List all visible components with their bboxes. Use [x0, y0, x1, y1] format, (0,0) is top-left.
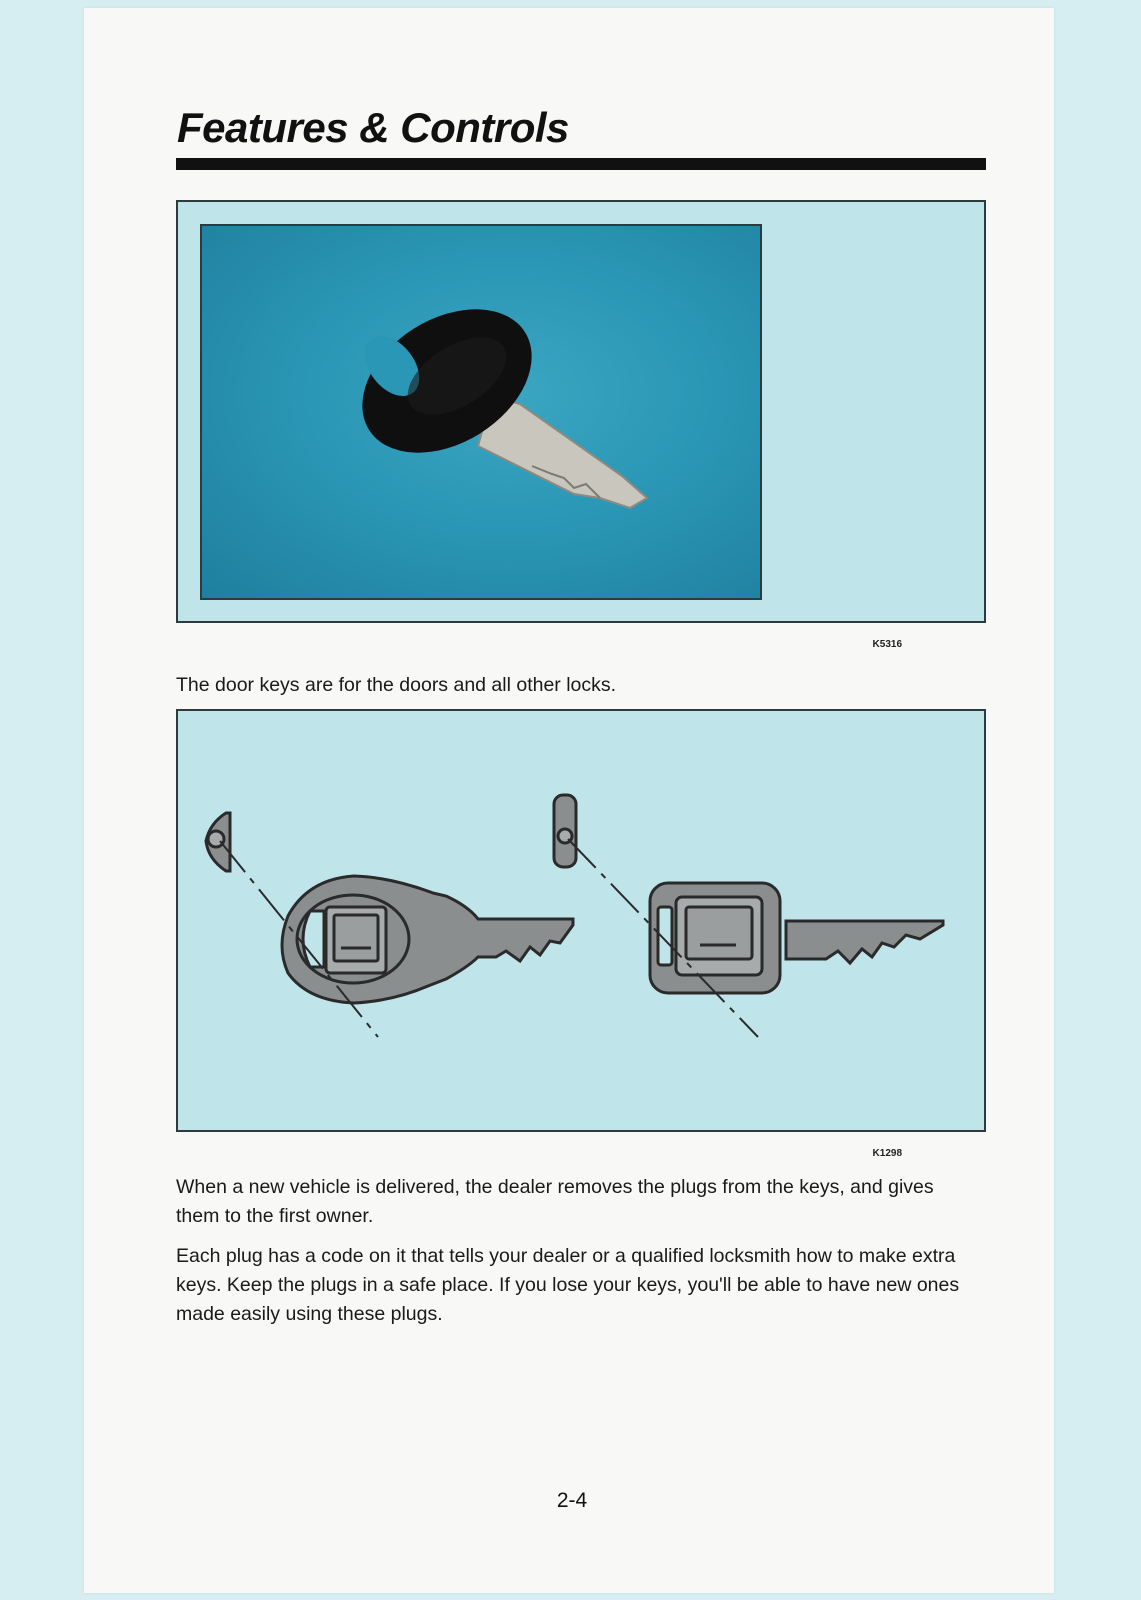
body-paragraph: When a new vehicle is delivered, the dealer removes the plugs from the keys, and gives them to the first owner. — [176, 1176, 934, 1227]
door-key-photo — [200, 224, 762, 600]
body-paragraph: The door keys are for the doors and all other locks. — [176, 674, 617, 696]
manual-page — [84, 8, 1054, 1593]
door-key-figure — [176, 200, 986, 623]
body-paragraph: Each plug has a code on it that tells your dealer or a qualified locksmith how to make extra keys. Keep the plugs in a safe place. If you lose your keys, you'll be able to have new ones made easily using these plugs. — [176, 1245, 960, 1325]
title-rule — [176, 158, 986, 170]
page-number: 2-4 — [556, 1489, 588, 1512]
key-plugs-figure — [176, 709, 986, 1132]
figure-code: K1298 — [872, 1148, 902, 1159]
page-title: Features & Controls — [177, 104, 569, 151]
figure-code: K5316 — [872, 639, 902, 650]
door-key-image — [202, 226, 760, 598]
key-plugs-image — [178, 711, 984, 1130]
